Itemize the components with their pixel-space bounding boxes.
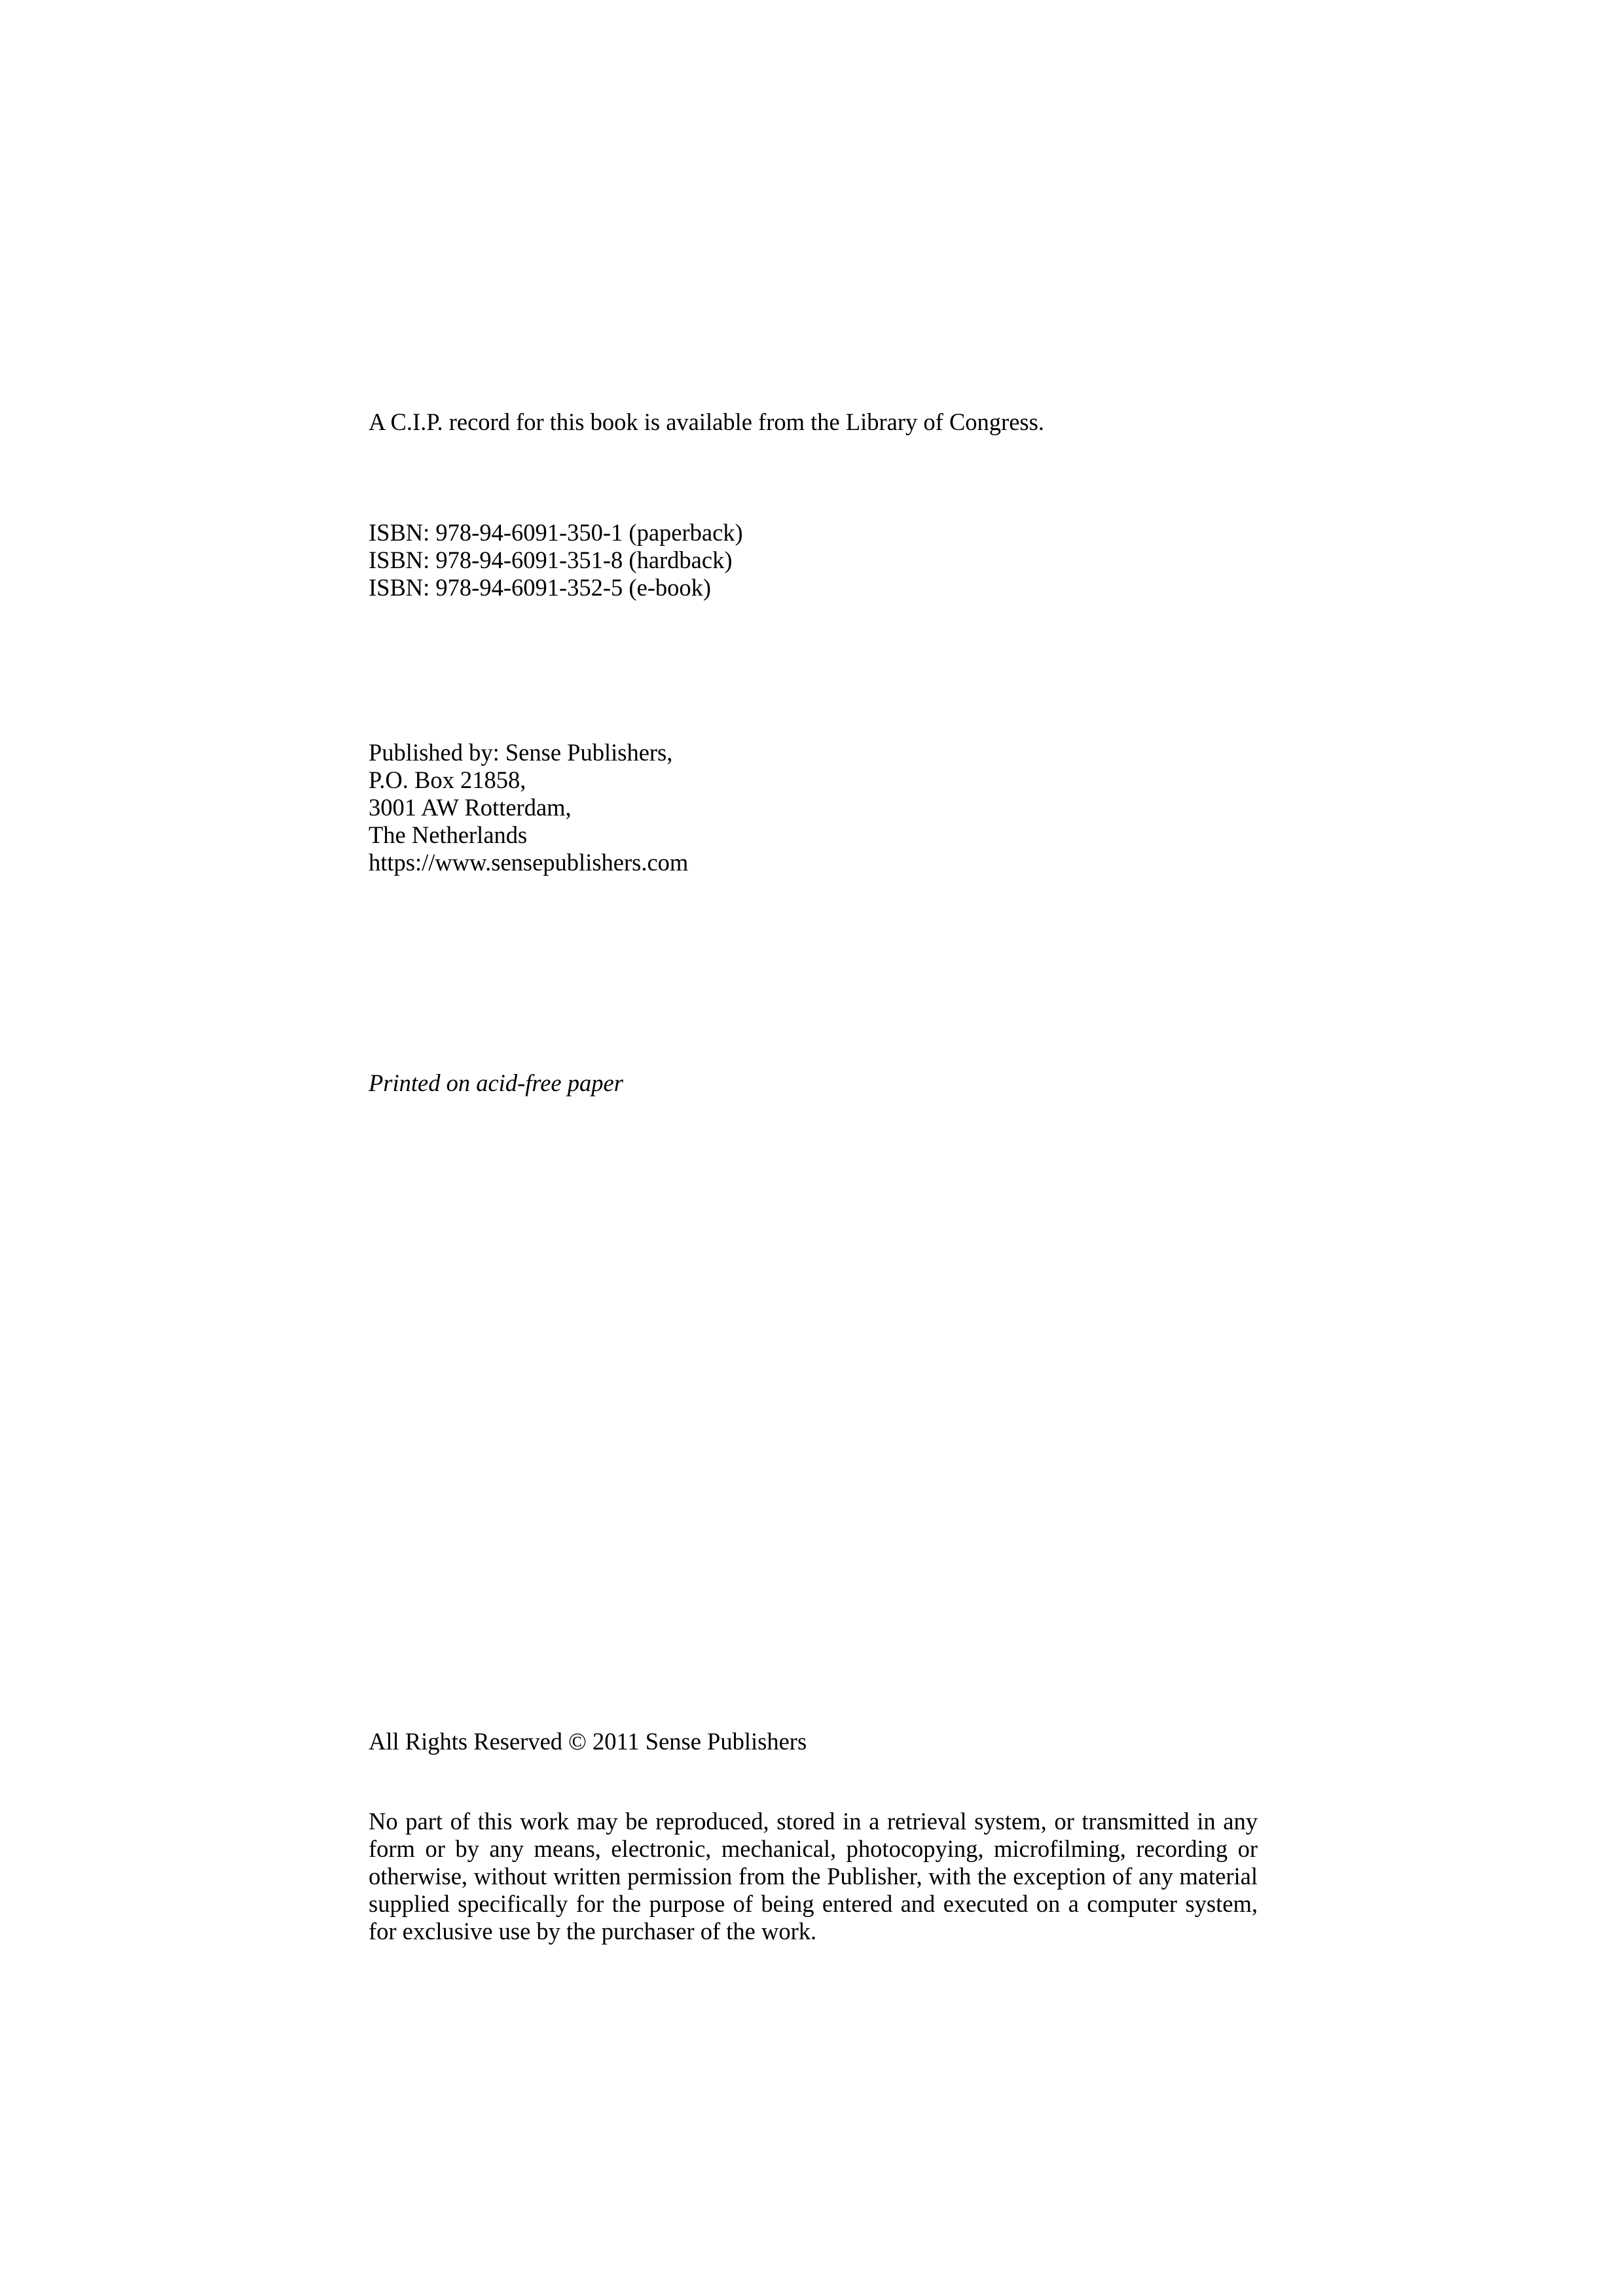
rights-statement-text: All Rights Reserved © 2011 Sense Publishers: [369, 1728, 807, 1755]
isbn-paperback: ISBN: 978-94-6091-350-1 (paperback): [369, 519, 743, 546]
publisher-name: Published by: Sense Publishers,: [369, 739, 673, 766]
publisher-country: The Netherlands: [369, 821, 528, 848]
publisher-address: [369, 739, 688, 876]
rights-statement: [369, 1728, 807, 1755]
publisher-city: 3001 AW Rotterdam,: [369, 794, 572, 821]
publisher-po-box: P.O. Box 21858,: [369, 766, 526, 793]
isbn-ebook: ISBN: 978-94-6091-352-5 (e-book): [369, 574, 712, 601]
isbn-list: [369, 519, 743, 601]
cip-record: [369, 408, 1044, 436]
copyright-notice: No part of this work may be reproduced, stored in a retrieval system, or transmitted in any form or by any means, electronic, mechanical, photocopying, microfilming, recording or otherwise, without written permission from the Publisher, with the exception of any material supplied specifically for the purpose of being entered and executed on a computer system, for exclusive use by the purchaser of the work.: [369, 1807, 1258, 1945]
printed-note-text: Printed on acid-free paper: [369, 1069, 623, 1096]
isbn-hardback: ISBN: 978-94-6091-351-8 (hardback): [369, 547, 733, 573]
printed-note: [369, 1069, 623, 1097]
cip-record-text: A C.I.P. record for this book is available from the Library of Congress.: [369, 408, 1044, 435]
publisher-website: https://www.sensepublishers.com: [369, 849, 689, 876]
